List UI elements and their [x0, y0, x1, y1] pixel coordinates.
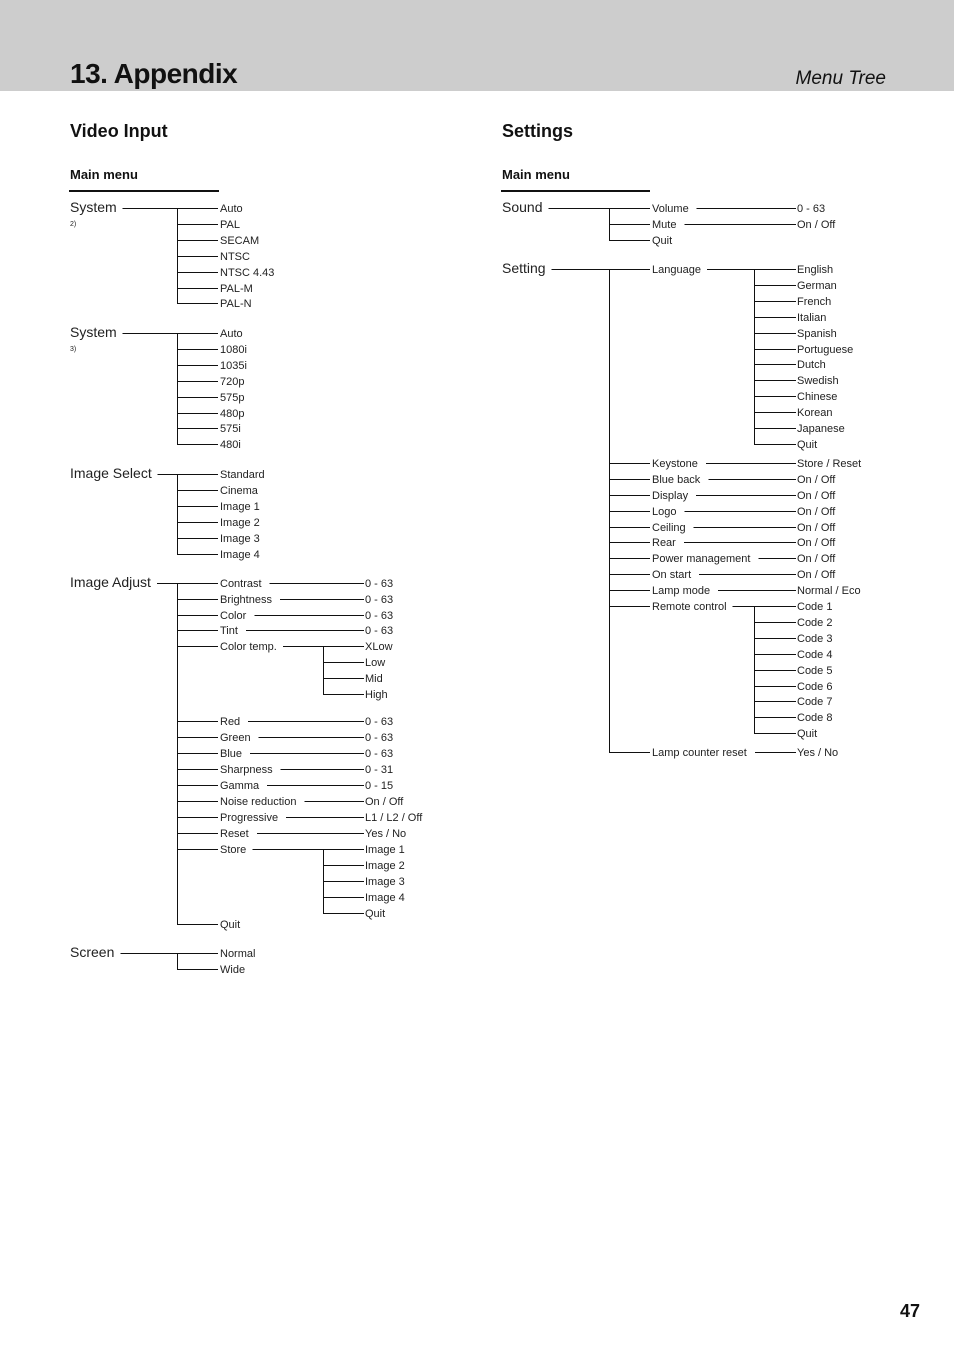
- video-input-image-adjust-item-sharpness: Sharpness: [220, 764, 273, 776]
- settings-setting-label: Setting: [502, 260, 546, 276]
- video-input-image-adjust-item-noise-reduction: Noise reduction: [220, 796, 297, 808]
- settings-setting-item-display-value: On / Off: [797, 490, 836, 502]
- video-input-system-3-item-480p: 480p: [220, 408, 245, 420]
- settings-setting-item-power-management-value: On / Off: [797, 553, 836, 565]
- video-input-image-select-item-image-2: Image 2: [220, 517, 260, 529]
- video-input-system-3-item-720p: 720p: [220, 376, 245, 388]
- video-input-image-adjust-item-color-temp-option-mid: Mid: [365, 673, 383, 685]
- video-input-image-adjust-item-blue-value: 0 - 63: [365, 748, 394, 760]
- video-input-image-select-label: Image Select: [70, 465, 152, 481]
- video-input-image-adjust-item-reset: Reset: [220, 828, 249, 840]
- video-input-image-adjust-item-red: Red: [220, 716, 241, 728]
- settings-setting-item-remote-control-option-code-1: Code 1: [797, 601, 833, 613]
- video-input-system-2-item-ntsc: NTSC: [220, 251, 250, 263]
- settings-setting-item-language-option-swedish: Swedish: [797, 375, 839, 387]
- video-input-image-select-item-image-3: Image 3: [220, 533, 260, 545]
- video-input-image-adjust-item-store-option-quit: Quit: [365, 908, 386, 920]
- settings-setting-item-remote-control-option-code-3: Code 3: [797, 633, 833, 645]
- settings-setting-item-logo: Logo: [652, 506, 677, 518]
- video-input-system-3-item-575i: 575i: [220, 423, 241, 435]
- video-input-image-adjust-item-gamma-value: 0 - 15: [365, 780, 394, 792]
- settings-setting-item-blue-back: Blue back: [652, 474, 701, 486]
- settings-setting-item-remote-control-option-code-2: Code 2: [797, 617, 833, 629]
- video-input-screen-label: Screen: [70, 944, 115, 960]
- video-input-image-adjust-item-color-value: 0 - 63: [365, 610, 394, 622]
- video-input-image-adjust-item-tint-value: 0 - 63: [365, 625, 394, 637]
- settings-sound-item-volume-value: 0 - 63: [797, 203, 826, 215]
- video-input-image-adjust-item-red-value: 0 - 63: [365, 716, 394, 728]
- settings-setting-item-blue-back-value: On / Off: [797, 474, 836, 486]
- video-input-screen-item-wide: Wide: [220, 964, 246, 976]
- settings-setting-item-logo-value: On / Off: [797, 506, 836, 518]
- video-input-image-adjust-item-store-option-image-2: Image 2: [365, 860, 405, 872]
- video-input-image-select-item-cinema: Cinema: [220, 485, 258, 497]
- settings-setting-item-rear-value: On / Off: [797, 537, 836, 549]
- settings-setting-item-power-management: Power management: [652, 553, 751, 565]
- settings-setting-item-lamp-counter-reset: Lamp counter reset: [652, 747, 747, 759]
- video-input-image-adjust-item-color-temp-option-xlow: XLow: [365, 641, 393, 653]
- video-input-image-adjust-item-progressive: Progressive: [220, 812, 279, 824]
- settings-setting-item-rear: Rear: [652, 537, 676, 549]
- settings-sound-label: Sound: [502, 199, 543, 215]
- settings-setting-item-language-option-french: French: [797, 296, 832, 308]
- video-input-image-adjust-item-contrast-value: 0 - 63: [365, 578, 394, 590]
- section-label: Menu Tree: [795, 68, 886, 89]
- video-input-image-adjust-item-green: Green: [220, 732, 251, 744]
- video-input-system-3-item-480i: 480i: [220, 439, 241, 451]
- video-input-system-3-item-auto: Auto: [220, 328, 243, 340]
- settings-setting-item-language-option-german: German: [797, 280, 837, 292]
- settings-setting-item-language-option-japanese: Japanese: [797, 423, 845, 435]
- video-input-title: Video Input: [70, 121, 168, 141]
- video-input-image-adjust-item-contrast: Contrast: [220, 578, 262, 590]
- settings-main-menu-label: Main menu: [502, 167, 570, 182]
- settings-setting-item-remote-control-option-quit: Quit: [797, 728, 818, 740]
- video-input-image-adjust-item-color-temp: Color temp.: [220, 641, 277, 653]
- settings-setting-item-on-start-value: On / Off: [797, 569, 836, 581]
- settings-setting-item-language-option-english: English: [797, 264, 834, 276]
- video-input-screen-item-normal: Normal: [220, 948, 256, 960]
- settings-setting-item-ceiling-value: On / Off: [797, 522, 836, 534]
- settings-setting-item-remote-control-option-code-7: Code 7: [797, 696, 833, 708]
- settings-setting-item-language-option-portuguese: Portuguese: [797, 344, 854, 356]
- video-input-system-3-item-1035i: 1035i: [220, 360, 247, 372]
- video-input-image-adjust-item-tint: Tint: [220, 625, 238, 637]
- settings-setting-item-remote-control-option-code-6: Code 6: [797, 681, 833, 693]
- video-input-system-2-item-ntsc-4-43: NTSC 4.43: [220, 267, 275, 279]
- video-input-image-adjust-item-brightness: Brightness: [220, 594, 272, 606]
- video-input-system-3-label: System: [70, 324, 117, 340]
- settings-sound-item-volume: Volume: [652, 203, 689, 215]
- video-input-image-adjust-item-quit: Quit: [220, 919, 241, 931]
- video-input-image-adjust-item-gamma: Gamma: [220, 780, 260, 792]
- settings-setting-item-remote-control: Remote control: [652, 601, 727, 613]
- video-input-system-2-item-pal-m: PAL-M: [220, 283, 253, 295]
- settings-setting-item-language-option-spanish: Spanish: [797, 328, 837, 340]
- video-input-system-2-item-secam: SECAM: [220, 235, 260, 247]
- video-input-system-3-item-1080i: 1080i: [220, 344, 247, 356]
- video-input-image-adjust-item-color: Color: [220, 610, 247, 622]
- video-input-image-adjust-item-green-value: 0 - 63: [365, 732, 394, 744]
- video-input-image-adjust-item-store-option-image-1: Image 1: [365, 844, 405, 856]
- video-input-system-2-label: System: [70, 199, 117, 215]
- settings-sound-item-mute-value: On / Off: [797, 219, 836, 231]
- video-input-image-select-item-image-1: Image 1: [220, 501, 260, 513]
- settings-setting-item-remote-control-option-code-4: Code 4: [797, 649, 833, 661]
- chapter-title: 13. Appendix: [70, 58, 238, 89]
- settings-setting-item-language-option-dutch: Dutch: [797, 359, 826, 371]
- settings-setting-item-language-option-quit: Quit: [797, 439, 818, 451]
- settings-setting-item-lamp-mode: Lamp mode: [652, 585, 711, 597]
- settings-setting-item-on-start: On start: [652, 569, 692, 581]
- settings-setting-item-keystone-value: Store / Reset: [797, 458, 862, 470]
- video-input-system-2-item-pal: PAL: [220, 219, 240, 231]
- video-input-system-3-item-575p: 575p: [220, 392, 245, 404]
- video-input-system-2-note: 2): [70, 221, 77, 228]
- video-input-image-adjust-item-reset-value: Yes / No: [365, 828, 407, 840]
- video-input-image-adjust-item-brightness-value: 0 - 63: [365, 594, 394, 606]
- video-input-image-select-item-image-4: Image 4: [220, 549, 260, 561]
- page-number: 47: [899, 1301, 920, 1321]
- settings-title: Settings: [502, 121, 574, 141]
- video-input-image-adjust-item-progressive-value: L1 / L2 / Off: [365, 812, 423, 824]
- settings-setting-item-display: Display: [652, 490, 689, 502]
- settings-setting-item-ceiling: Ceiling: [652, 522, 686, 534]
- settings-setting-item-language: Language: [652, 264, 701, 276]
- video-input-system-2-item-pal-n: PAL-N: [220, 298, 252, 310]
- settings-setting-item-lamp-mode-value: Normal / Eco: [797, 585, 861, 597]
- video-input-image-adjust-item-blue: Blue: [220, 748, 243, 760]
- settings-setting-item-remote-control-option-code-5: Code 5: [797, 665, 833, 677]
- settings-setting-item-lamp-counter-reset-value: Yes / No: [797, 747, 839, 759]
- video-input-image-adjust-item-color-temp-option-high: High: [365, 689, 388, 701]
- video-input-image-adjust-item-store-option-image-4: Image 4: [365, 892, 405, 904]
- video-input-image-adjust-item-noise-reduction-value: On / Off: [365, 796, 404, 808]
- video-input-image-adjust-item-store-option-image-3: Image 3: [365, 876, 405, 888]
- video-input-main-menu-label: Main menu: [70, 167, 138, 182]
- video-input-image-select-item-standard: Standard: [220, 469, 265, 481]
- video-input-image-adjust-item-sharpness-value: 0 - 31: [365, 764, 394, 776]
- video-input-system-2-item-auto: Auto: [220, 203, 243, 215]
- video-input-system-3-note: 3): [70, 346, 77, 353]
- video-input-image-adjust-item-store: Store: [220, 844, 247, 856]
- video-input-image-adjust-item-color-temp-option-low: Low: [365, 657, 386, 669]
- settings-sound-item-quit: Quit: [652, 235, 673, 247]
- settings-setting-item-language-option-chinese: Chinese: [797, 391, 838, 403]
- settings-sound-item-mute: Mute: [652, 219, 677, 231]
- settings-setting-item-language-option-italian: Italian: [797, 312, 827, 324]
- settings-setting-item-keystone: Keystone: [652, 458, 698, 470]
- video-input-image-adjust-label: Image Adjust: [70, 574, 151, 590]
- settings-setting-item-remote-control-option-code-8: Code 8: [797, 712, 833, 724]
- settings-setting-item-language-option-korean: Korean: [797, 407, 833, 419]
